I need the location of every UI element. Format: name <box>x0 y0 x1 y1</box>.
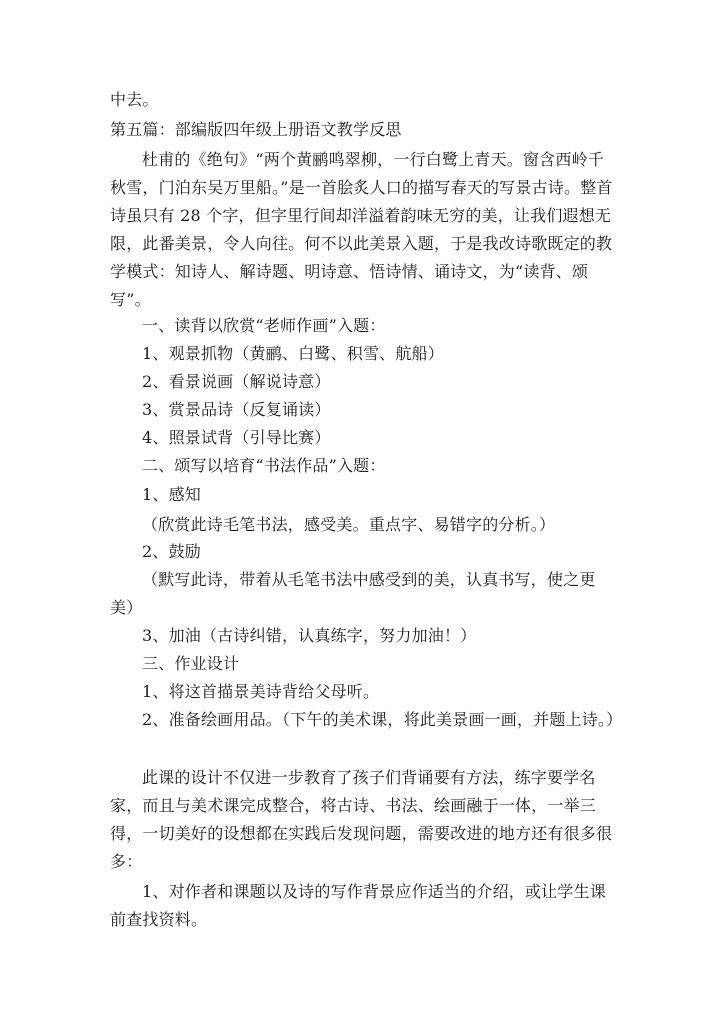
part2-item-2: 2、鼓励 <box>142 542 201 561</box>
part2-item-2-note: （默写此诗，带着从毛笔书法中感受到的美，认真书写，使之更美） <box>110 570 596 617</box>
improvement-item-1: 1、对作者和课题以及诗的写作背景应作适当的介绍，或让学生课前查找资料。 <box>110 882 606 929</box>
part1-item: 3、赏景品诗（反复诵读） <box>142 400 331 419</box>
part2-item-1-note: （欣赏此诗毛笔书法，感受美。重点字、易错字的分析。） <box>142 515 556 534</box>
reflection-paragraph: 此课的设计不仅进一步教育了孩子们背诵要有方法，练字要学名家，而且与美术课完成整合，将古诗、书法、绘画融于一体，一举三得，一切美好的设想都在实践后发现问题，需要改进的地方还有很多很多： <box>110 768 613 871</box>
part3-heading: 三、作业设计 <box>142 654 240 673</box>
part2-heading: 二、颂写以培育“书法作品”入题： <box>142 456 386 475</box>
intro-paragraph: 杜甫的《绝句》“两个黄鹂鸣翠柳，一行白鹭上青天。窗含西岭千秋雪，门泊东吴万里船。”是一首脍炙人口的描写春天的写景古诗。整首诗虽只有 28 个字，但字里行间却洋溢着韵味无穷的美，让我们遐想无限，此番美景，令人向往。何不以此美景入题，于是我改诗歌既定的教学模式：知诗人、解诗题、明诗意、悟诗情、诵诗文，为“读背、颂写”。 <box>110 150 613 309</box>
continued-text: 中去。 <box>110 90 159 109</box>
part3-item-2: 2、准备绘画用品。（下午的美术课，将此美景画一画，并题上诗。） <box>142 710 623 729</box>
part3-item-1: 1、将这首描景美诗背给父母听。 <box>142 682 380 701</box>
part1-item: 4、照景试背（引导比赛） <box>142 428 331 447</box>
part1-item: 2、看景说画（解说诗意） <box>142 372 331 391</box>
part2-item-1: 1、感知 <box>142 485 201 504</box>
part2-item-3: 3、加油（古诗纠错，认真练字，努力加油！） <box>142 626 477 645</box>
section-heading: 第五篇：部编版四年级上册语文教学反思 <box>110 120 402 139</box>
part1-heading: 一、读背以欣赏“老师作画”入题： <box>142 316 386 335</box>
part1-item: 1、观景抓物（黄鹂、白鹭、积雪、航船） <box>142 344 444 363</box>
